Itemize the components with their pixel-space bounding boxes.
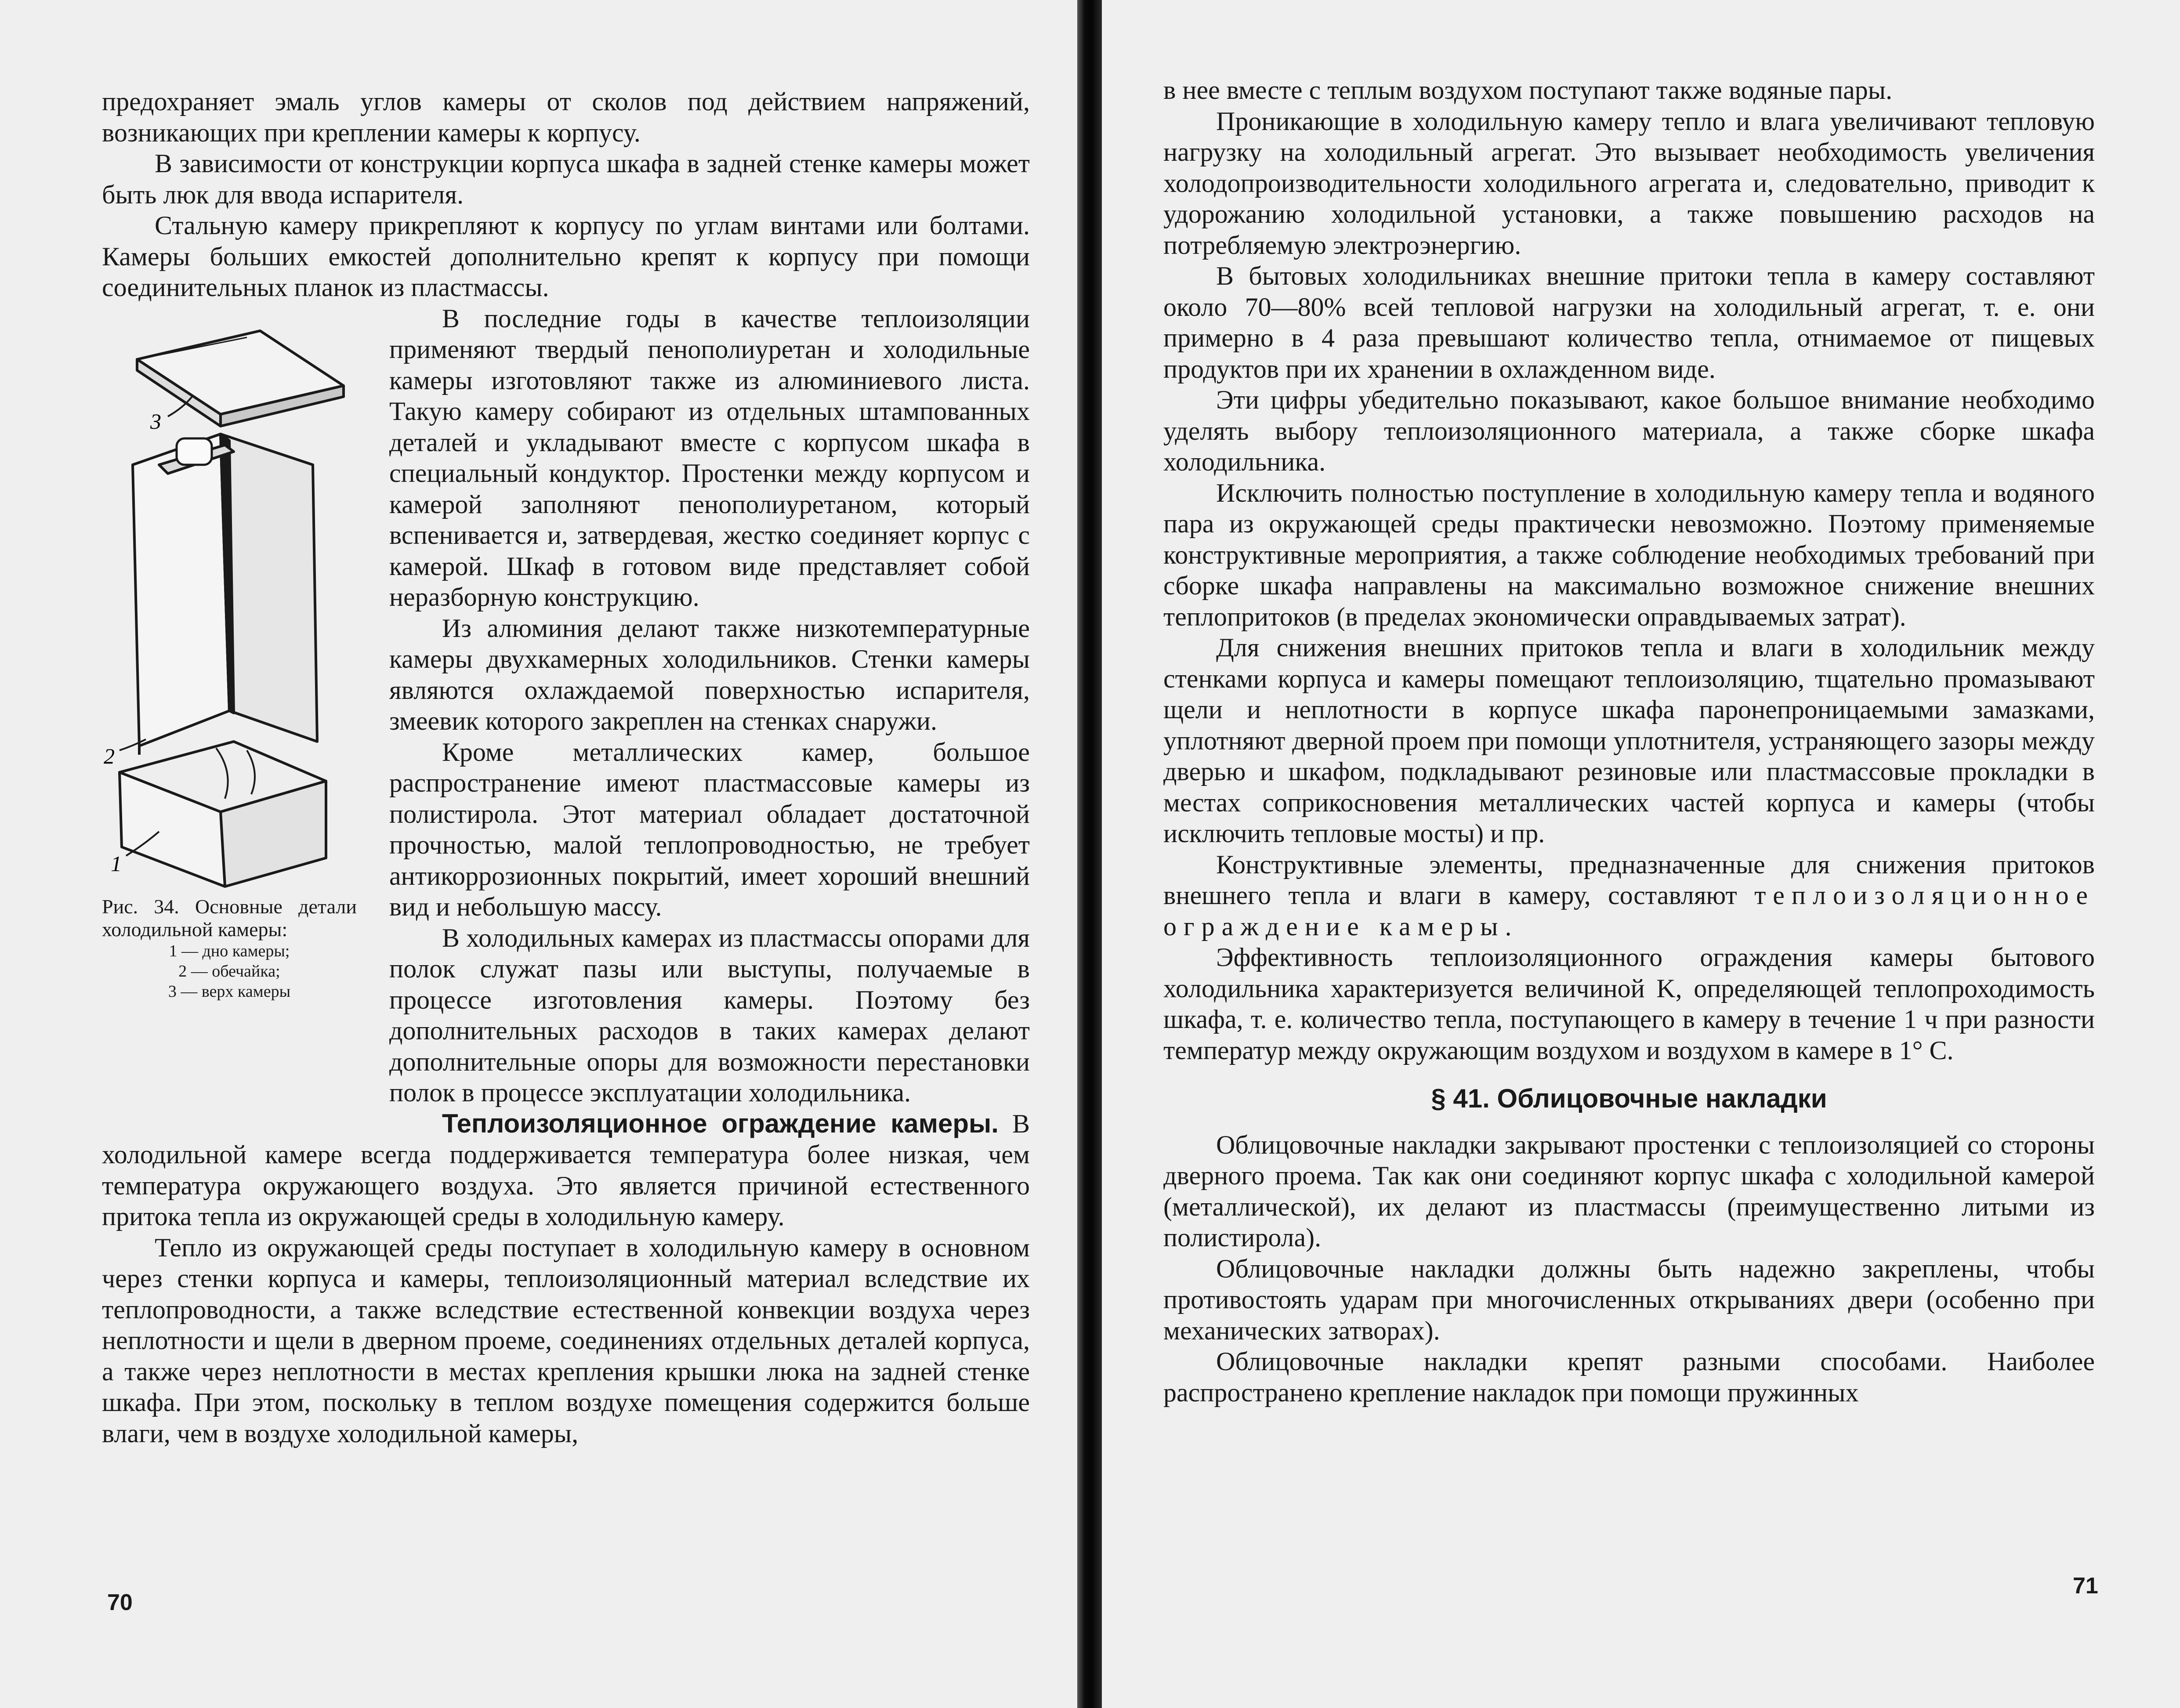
paragraph: Облицовочные накладки должны быть надежно закреплены, чтобы противостоять ударам при многочисленных открываниях двери (особенно при механических затворах).: [1163, 1254, 2095, 1345]
section-heading: § 41. Облицовочные накладки: [1431, 1084, 1827, 1113]
right-page: [1102, 0, 2180, 1708]
paragraph: Облицовочные накладки закрывают простенки с теплоизоляцией со стороны дверного проема. Так как они соединяют корпус шкафа с холодильной камерой (металлической), их делают из пластмассы (преимущественно литыми из полистирола).: [1163, 1130, 2095, 1252]
paragraph: Эти цифры убедительно показывают, какое большое внимание необходимо уделять выбору теплоизоляционного материала, а также сборке шкафа холодильника.: [1163, 385, 2095, 476]
figure-34: [102, 307, 374, 1137]
paragraph-text: Конструктивные элементы, предназначенные для снижения притоков внешнего тепла и влаги в камеру, составляют: [1163, 850, 2095, 910]
label-part-1: 1: [111, 851, 122, 876]
label-part-3: 3: [150, 409, 161, 434]
paragraph: предохраняет эмаль углов камеры от сколов под действием напряжений, возникающих при креплении камеры к корпусу.: [102, 87, 1030, 147]
left-page: [0, 0, 1077, 1708]
figure-caption: [102, 895, 357, 1002]
paragraph: Кроме металлических камер, большое распространение имеют пластмассовые камеры из полистирола. Этот материал обладает достаточной прочностью, малой теплопроводностью, не требует антикоррозионных покрытий, имеет хороший внешний вид и небольшую массу.: [389, 737, 1030, 921]
paragraph: Эффективность теплоизоляционного ограждения камеры бытового холодильника характеризуется величиной K, определяющей теплопроходимость шкафа, т. е. количество тепла, поступающего в камеру в течение 1 ч при разности температур между окружающим воздухом и воздухом в камере в 1° С.: [1163, 943, 2095, 1065]
paragraph: Для снижения внешних притоков тепла и влаги в холодильник между стенками корпуса и камеры помещают теплоизоляцию, тщательно промазывают щели и неплотности в корпусе шкафа паронепроницаемыми замазками, уплотняют дверной проем при помощи уплотнителя, устраняющего зазоры между дверью и шкафом, подкладывают резиновые или пластмассовые прокладки в местах соприкосновения металлических частей корпуса и камеры (чтобы исключить тепловые мосты) и пр.: [1163, 633, 2095, 848]
page-number-left: 70: [107, 1590, 133, 1615]
paragraph: Исключить полностью поступление в холодильную камеру тепла и водяного пара из окружающей среды практически невозможно. Поэтому применяемые конструктивные мероприятия, а также соблюдение необходимых требований при сборке шкафа направлены на максимально возможное снижение внешних теплопритоков (в пределах экономически оправдываемых затрат).: [1163, 478, 2095, 631]
refrigerator-chamber-parts-drawing: [102, 307, 374, 891]
paragraph: В последние годы в качестве теплоизоляции применяют твердый пенополиуретан и холодильные камеры изготовляют также из алюминиевого листа. Такую камеру собирают из отдельных штампованных деталей и укладывают вместе с корпусом шкафа в специальный кондуктор. Простенки между корпусом и камерой заполняют пенополиуретаном, который вспенивается и, затвердевая, жестко соединяет корпус с камерой. Шкаф в готовом виде представляет собой неразборную конструкцию.: [389, 304, 1030, 612]
paragraph: Тепло из окружающей среды поступает в холодильную камеру в основном через стенки корпуса и камеры, теплоизоляционный материал вследствие их теплопроводности, а также вследствие естественной конвекции воздуха через неплотности и щели в дверном проеме, соединениях отдельных деталей корпуса, а также через неплотности в местах крепления крышки люка на задней стенке шкафа. При этом, поскольку в теплом воздухе помещения содержится больше влаги, чем в воздухе холодильной камеры,: [102, 1233, 1030, 1448]
paragraph: Стальную камеру прикрепляют к корпусу по углам винтами или болтами. Камеры больших емкостей дополнительно крепят к корпусу при помощи соединительных планок из пластмассы.: [102, 211, 1030, 302]
runin-text: В холодильной камере всегда поддерживается температура более низкая, чем температура окружающего воздуха. Это является причиной естественного притока тепла из окружающей среды в холодильную камеру.: [102, 1109, 1030, 1231]
paragraph: [1163, 849, 2095, 942]
caption-item: 3 — верх камеры: [168, 982, 291, 1001]
spaced-term: теплоизоляционное ограждение камеры.: [1163, 881, 2095, 941]
page-number-right: 71: [2073, 1573, 2098, 1599]
paragraph: Облицовочные накладки крепят разными способами. Наиболее распространено крепление накладок при помощи пружинных: [1163, 1347, 2095, 1407]
caption-item: 1 — дно камеры;: [169, 941, 290, 960]
book-gutter: [1077, 0, 1102, 1708]
label-part-2: 2: [104, 743, 115, 768]
paragraph: Из алюминия делают также низкотемпературные камеры двухкамерных холодильников. Стенки камеры являются охлаждаемой поверхностью испарителя, змеевик которого закреплен на стенках снаружи.: [389, 613, 1030, 735]
paragraph: в нее вместе с теплым воздухом поступают также водяные пары.: [1163, 76, 1893, 105]
paragraph: В зависимости от конструкции корпуса шкафа в задней стенке камеры может быть люк для ввода испарителя.: [102, 149, 1030, 209]
left-text-column: [102, 86, 1030, 1449]
caption-item: 2 — обечайка;: [178, 962, 280, 981]
paragraph: Проникающие в холодильную камеру тепло и влага увеличивают тепловую нагрузку на холодильный агрегат. Это вызывает необходимость увеличения холодопроизводительности холодильного агрегата и, следовательно, приводит к удорожанию холодильной установки, а также повышению расходов на потребляемую электроэнергию.: [1163, 106, 2095, 260]
paragraph: В бытовых холодильниках внешние притоки тепла в камеру составляют около 70—80% всей тепловой нагрузки на холодильный агрегат, т. е. они примерно в 4 раза превышают количество тепла, отнимаемое от пищевых продуктов при их хранении в охлажденном виде.: [1163, 261, 2095, 384]
paragraph: В холодильных камерах из пластмассы опорами для полок служат пазы или выступы, получаемые в процессе изготовления камеры. Поэтому без дополнительных расходов в таких камерах делают дополнительные опоры для возможности перестановки полок в процессе эксплуатации холодильника.: [389, 923, 1030, 1107]
right-text-column: [1163, 75, 2095, 1408]
runin-heading: Теплоизоляционное ограждение камеры.: [442, 1108, 999, 1138]
chamber-shell-part: [133, 434, 229, 746]
caption-title: Рис. 34. Основные детали холодильной камеры:: [102, 895, 357, 941]
